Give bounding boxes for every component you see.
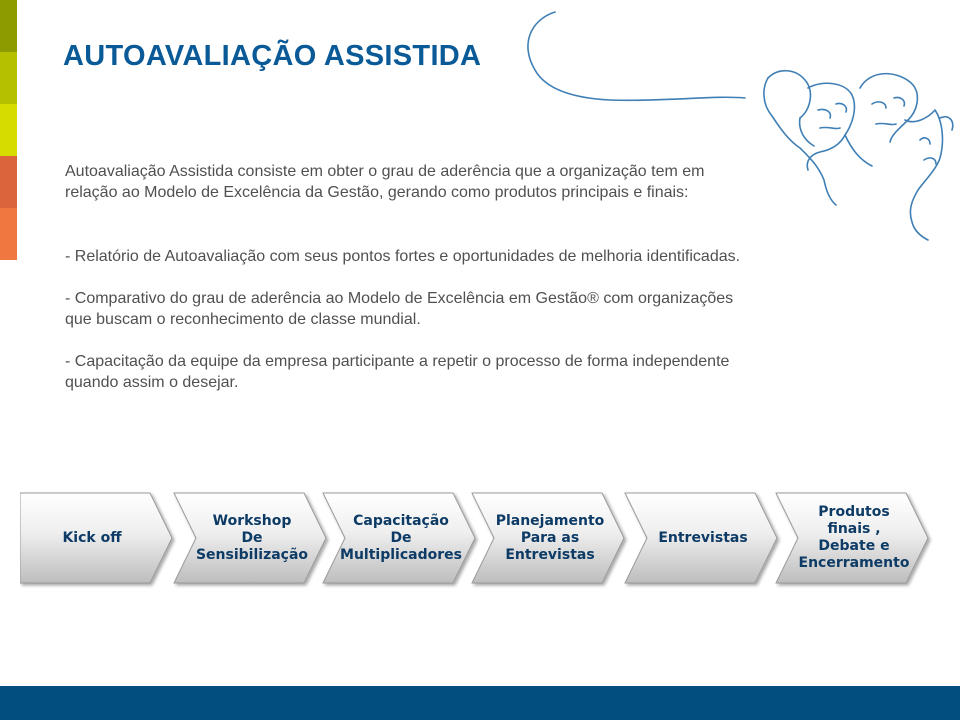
step-label-6 xyxy=(798,493,910,583)
step-line: Kick off xyxy=(62,529,122,546)
footer-bar xyxy=(0,686,960,720)
step-text-5 xyxy=(658,530,747,547)
step-line: Para as xyxy=(520,529,580,546)
bullet-item-3: - Capacitação da equipe da empresa participante a repetir o processo de forma independente quando assim o desejar. xyxy=(65,353,730,391)
step-label-5 xyxy=(647,493,759,583)
step-line: Encerramento xyxy=(798,555,910,571)
step-line: Entrevistas xyxy=(658,529,748,546)
step-label-1 xyxy=(30,493,154,583)
intro-paragraph: Autoavaliação Assistida consiste em obter o grau de aderência que a organização tem em relação ao Modelo de Excelência da Gestão, gerando como produtos principais e finais: xyxy=(65,163,705,201)
bullet-item-1: - Relatório de Autoavaliação com seus pontos fortes e oportunidades de melhoria identificadas. xyxy=(65,248,741,265)
step-line: De xyxy=(241,529,263,546)
side-color-block-2 xyxy=(0,52,17,104)
step-line: Workshop xyxy=(212,512,292,529)
process-chevron-flow xyxy=(20,490,960,590)
step-line: Entrevistas xyxy=(505,546,595,563)
side-color-block-3 xyxy=(0,104,17,156)
step-line: Multiplicadores xyxy=(340,546,462,563)
side-color-block-4 xyxy=(0,156,17,208)
step-label-2 xyxy=(196,493,308,583)
step-line: Debate e xyxy=(818,538,890,554)
step-line: Sensibilização xyxy=(195,546,309,563)
side-color-bar xyxy=(0,0,17,264)
step-text-2 xyxy=(196,513,308,564)
step-line: Capacitação xyxy=(353,512,449,529)
body-text xyxy=(65,161,755,414)
step-text-3 xyxy=(340,513,462,564)
step-line: Produtos finais , xyxy=(818,504,890,537)
slide-title: AUTOAVALIAÇÃO ASSISTIDA xyxy=(63,40,482,72)
step-label-3 xyxy=(340,493,462,583)
step-line: Planejamento xyxy=(495,512,605,529)
step-label-4 xyxy=(494,493,606,583)
step-text-1 xyxy=(62,530,121,547)
bullet-item-2: - Comparativo do grau de aderência ao Modelo de Excelência em Gestão® com organizações que buscam o reconhecimento de classe mundial. xyxy=(65,290,734,328)
step-line: De xyxy=(390,529,412,546)
step-text-6 xyxy=(798,504,910,572)
step-text-4 xyxy=(496,513,605,564)
side-color-block-5 xyxy=(0,208,17,260)
side-color-block-1 xyxy=(0,0,17,52)
